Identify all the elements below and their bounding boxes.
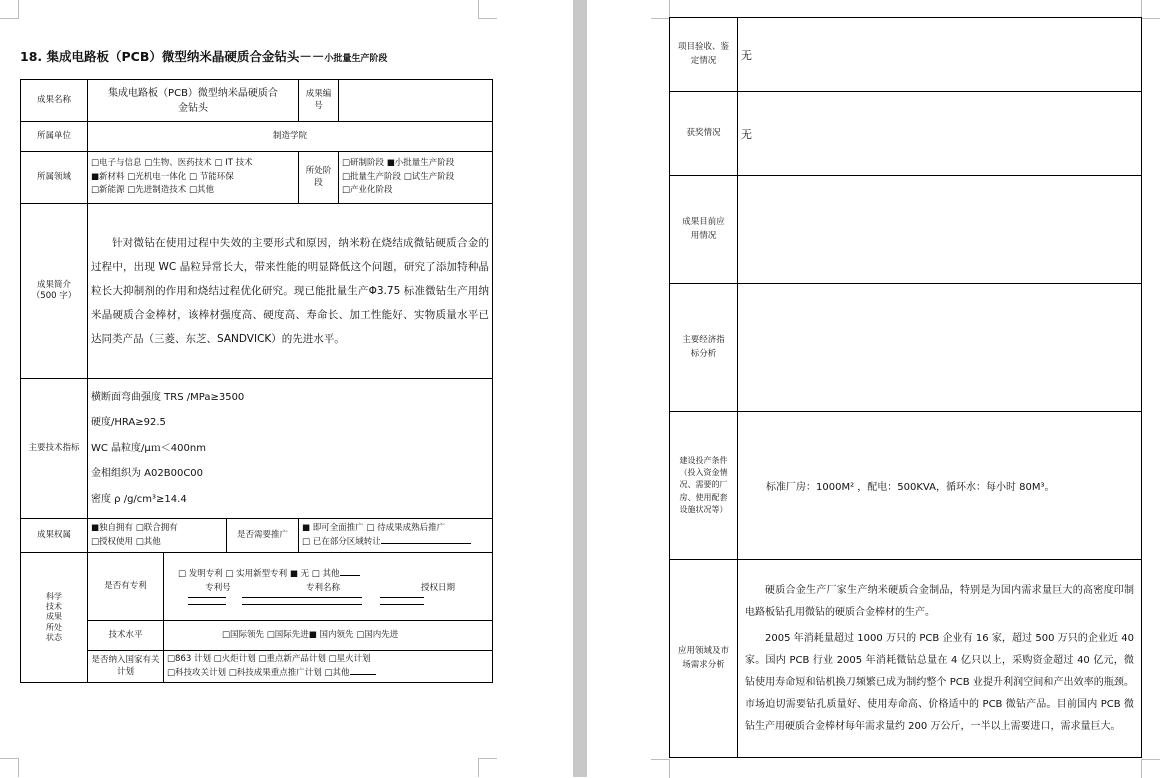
market-paragraph: 2005 年消耗量超过 1000 万只的 PCB 企业有 16 家，超过 500 万只的企业近 40 家。国内 PCB 行业 2005 年消耗微钻总量在 4 亿只以上，采购资金超过 40 亿元，微钻使用寿命短和钻机换刀频繁已成为制约整个 PCB 业提升利润空间和产出效率的瓶颈。市场迫切需要钻孔质量好、使用寿命高、价格适中的 PCB 微钻产品。目前国内 PCB 微钻生产用硬质合金棒材每年需求量约 200 万公斤，一半以上需要进口，需求量巨大。 [745, 632, 1134, 732]
award-label: 获奖情况 [670, 92, 738, 176]
blank-line [350, 674, 376, 675]
patent-col-number: 专利号 [205, 582, 231, 593]
crop-mark [1141, 759, 1160, 778]
left-page [0, 0, 573, 777]
right-page [587, 0, 1164, 777]
field-option-row: ■新材料 □光机电一体化 □ 节能环保 [91, 171, 234, 182]
status-label: 科学技术成果所处状态 [21, 553, 88, 683]
spec-label: 主要技术指标 [21, 379, 88, 519]
crop-mark [478, 758, 497, 777]
acceptance-value: 无 [738, 18, 1142, 92]
patent-columns [178, 582, 489, 596]
patent-blank-row [178, 597, 489, 598]
blank-line [188, 597, 226, 598]
award-value: 无 [738, 92, 1142, 176]
patent-options-text: □ 发明专利 □ 实用新型专利 ■ 无 □ 其他 [178, 568, 340, 579]
crop-mark [0, 758, 19, 777]
plan-label: 是否纳入国家有关计划 [88, 651, 164, 683]
conditions-value: 标准厂房：1000M² ，配电：500KVA，循环水：每小时 80M³。 [738, 412, 1142, 560]
rights-options [88, 519, 227, 553]
promote-option-row [302, 536, 489, 550]
application-value [738, 176, 1142, 284]
spec-item: 密度 ρ /g/cm³≥14.4 [91, 493, 187, 505]
blank-line [380, 604, 424, 605]
spec-list [88, 379, 493, 519]
market-label: 应用领域及市场需求分析 [670, 560, 738, 758]
field-option-row: □电子与信息 □生物、医药技术 □ IT 技术 [91, 158, 253, 169]
unit-label: 所属单位 [21, 122, 88, 152]
market-cell [738, 560, 1142, 758]
stage-option-row: □研制阶段 ■小批量生产阶段 [342, 158, 455, 169]
blank-line [188, 604, 226, 605]
promote-option-text: □ 已在部分区域转让 [302, 536, 381, 547]
spec-item: 横断面弯曲强度 TRS /MPa≥3500 [91, 391, 245, 403]
intro-label [21, 204, 88, 379]
field-label: 所属领域 [21, 152, 88, 204]
plan-options [164, 651, 493, 683]
blank-line [340, 575, 360, 576]
crop-mark [1141, 0, 1160, 19]
field-option-row: □新能源 □先进制造技术 □其他 [91, 185, 214, 196]
patent-options [178, 568, 489, 582]
intro-text: 针对微钻在使用过程中失效的主要形式和原因，纳米粉在烧结成微钻硬质合金的过程中，出现 WC 晶粒异常长大，带来性能的明显降低这个问题，研究了添加特种晶粒长大抑制剂的作用和烧结过程优化研究。现已能批量生产Φ3.75 标准微钻生产用纳米晶硬质合金棒材，该棒材强度高、硬度高、寿命长、加工性能好、实物质量水平已达同类产品（三菱、东芝、SANDVICK）的先进水平。 [88, 204, 493, 379]
application-label: 成果目前应用情况 [670, 176, 738, 284]
patent-cell [164, 553, 493, 621]
promote-option-row: ■ 即可全面推广 □ 待成果成熟后推广 [302, 522, 446, 533]
spec-item: 金相组织为 A02B00C00 [91, 468, 204, 480]
intro-label-text: 成果简介 [36, 279, 71, 290]
patent-blank-row [178, 604, 489, 605]
blank-line [381, 543, 471, 544]
tech-options: □国际领先 □国际先进■ 国内领先 □国内先进 [164, 621, 493, 651]
blank-line [242, 597, 362, 598]
crop-mark [651, 759, 670, 778]
tech-label: 技术水平 [88, 621, 164, 651]
name-label: 成果名称 [21, 80, 88, 122]
crop-mark [651, 0, 670, 19]
achievement-detail-table [669, 17, 1142, 758]
promote-label: 是否需要推广 [227, 519, 299, 553]
stage-label: 所处阶段 [299, 152, 339, 204]
economic-label: 主要经济指标分析 [670, 284, 738, 412]
blank-line [242, 604, 362, 605]
document-title [20, 47, 387, 65]
crop-mark [478, 0, 497, 19]
economic-value [738, 284, 1142, 412]
rights-label: 成果权属 [21, 519, 88, 553]
achievement-form-table [20, 79, 493, 683]
stage-option-row: □产业化阶段 [342, 185, 393, 196]
patent-col-date: 授权日期 [420, 582, 455, 593]
promote-options [299, 519, 493, 553]
plan-option-row [167, 667, 489, 681]
name-value: 集成电路板（PCB）微型纳米晶硬质合金钻头 [88, 80, 299, 122]
rights-option-row: ■独自拥有 □联合拥有 [91, 522, 178, 533]
code-value [339, 80, 493, 122]
unit-value: 制造学院 [88, 122, 493, 152]
market-paragraph: 硬质合金生产厂家生产纳米硬质合金制品，特别是为国内需求量巨大的高密度印制电路板钻孔用微钻的硬质合金棒材的生产。 [745, 584, 1134, 618]
plan-option-text: □科技攻关计划 □科技成果重点推广计划 □其他 [167, 667, 350, 678]
stage-options [339, 152, 493, 204]
spec-item: WC 晶粒度/μｍ＜400nm [91, 442, 206, 454]
patent-col-name: 专利名称 [305, 582, 340, 593]
spec-item: 硬度/HRA≥92.5 [91, 417, 166, 429]
title-main: 18. 集成电路板（PCB）微型纳米晶硬质合金钻头－－ [20, 49, 325, 64]
field-options [88, 152, 299, 204]
code-label: 成果编号 [299, 80, 339, 122]
acceptance-label: 项目验收、鉴定情况 [670, 18, 738, 92]
blank-line [380, 597, 424, 598]
plan-option-row: □863 计划 □火炬计划 □重点新产品计划 □星火计划 [167, 654, 371, 664]
patent-label: 是否有专利 [88, 553, 164, 621]
crop-mark [0, 0, 19, 19]
rights-option-row: □授权使用 □其他 [91, 536, 161, 547]
page-gutter [573, 0, 587, 777]
intro-label-count: （500 字） [31, 291, 77, 301]
stage-option-row: □批量生产阶段 □试生产阶段 [342, 171, 455, 182]
conditions-label: 建设投产条件（投入资金情况、需要的厂房、使用配套设施状况等） [670, 412, 738, 560]
title-sub: 小批量生产阶段 [324, 54, 388, 64]
